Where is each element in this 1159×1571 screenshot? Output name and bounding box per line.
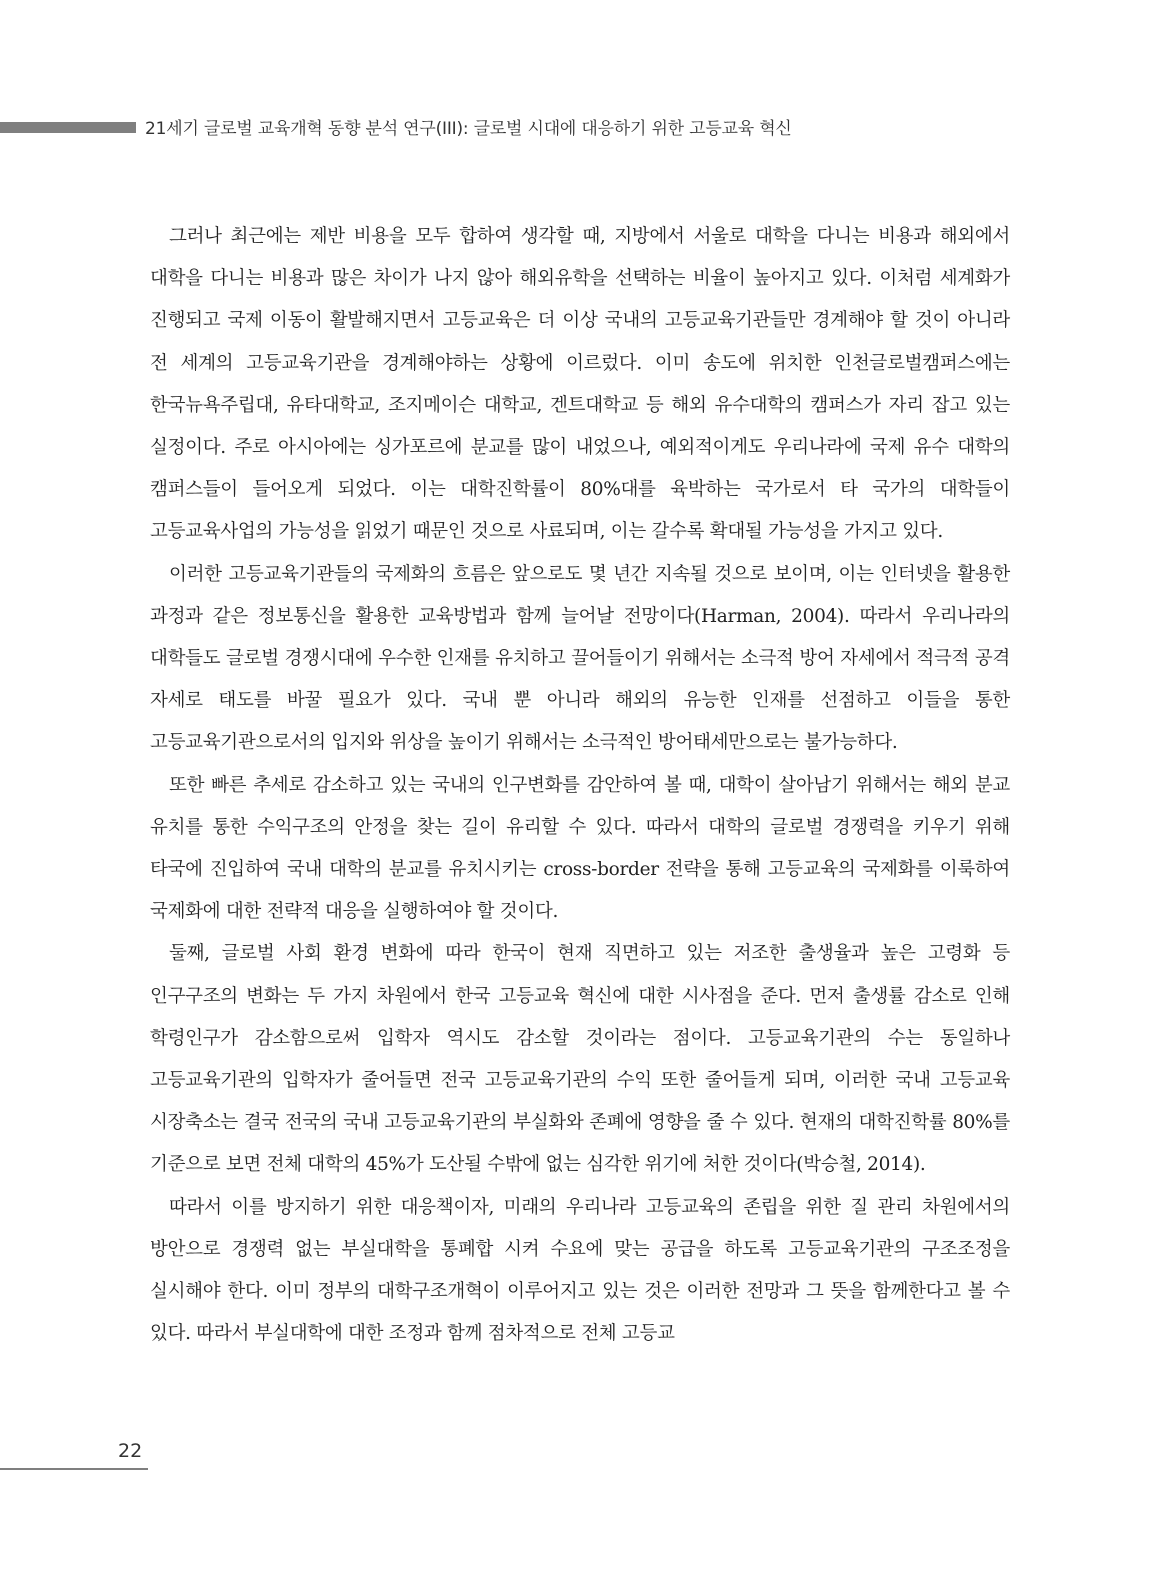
body-text: [150, 216, 1010, 1355]
paragraph-5: 따라서 이를 방지하기 위한 대응책이자, 미래의 우리나라 고등교육의 존립을 위한 질 관리 차원에서의 방안으로 경쟁력 없는 부실대학을 통폐합 시켜 수요에 맞는 공급을 하도록 고등교육기관의 구조조정을 실시해야 한다. 이미 정부의 대학구조개혁이 이루어지고 있는 것은 이러한 전망과 그 뜻을 함께한다고 볼 수 있다. 따라서 부실대학에 대한 조정과 함께 점차적으로 전체 고등교: [150, 1196, 1010, 1345]
footer-rule: [0, 1468, 148, 1470]
page-number: 22: [118, 1440, 143, 1462]
paragraph-2: 이러한 고등교육기관들의 국제화의 흐름은 앞으로도 몇 년간 지속될 것으로 보이며, 이는 인터넷을 활용한 과정과 같은 정보통신을 활용한 교육방법과 함께 늘어날 전망이다(Harman, 2004). 따라서 우리나라의 대학들도 글로벌 경쟁시대에 우수한 인재를 유치하고 끌어들이기 위해서는 소극적 방어 자세에서 적극적 공격 자세로 태도를 바꿀 필요가 있다. 국내 뿐 아니라 해외의 유능한 인재를 선점하고 이들을 통한 고등교육기관으로서의 입지와 위상을 높이기 위해서는 소극적인 방어태세만으로는 불가능하다.: [150, 563, 1010, 754]
paragraph-4: 둘째, 글로벌 사회 환경 변화에 따라 한국이 현재 직면하고 있는 저조한 출생율과 높은 고령화 등 인구구조의 변화는 두 가지 차원에서 한국 고등교육 혁신에 대한 시사점을 준다. 먼저 출생률 감소로 인해 학령인구가 감소함으로써 입학자 역시도 감소할 것이라는 점이다. 고등교육기관의 수는 동일하나 고등교육기관의 입학자가 줄어들면 전국 고등교육기관의 수익 또한 줄어들게 되며, 이러한 국내 고등교육 시장축소는 결국 전국의 국내 고등교육기관의 부실화와 존폐에 영향을 줄 수 있다. 현재의 대학진학률 80%를 기준으로 보면 전체 대학의 45%가 도산될 수밖에 없는 심각한 위기에 처한 것이다(박승철, 2014).: [150, 943, 1010, 1176]
paragraph-3: 또한 빠른 추세로 감소하고 있는 국내의 인구변화를 감안하여 볼 때, 대학이 살아남기 위해서는 해외 분교 유치를 통한 수익구조의 안정을 찾는 길이 유리할 수 있다. 따라서 대학의 글로벌 경쟁력을 키우기 위해 타국에 진입하여 국내 대학의 분교를 유치시키는 cross-border 전략을 통해 고등교육의 국제화를 이룩하여 국제화에 대한 전략적 대응을 실행하여야 할 것이다.: [150, 774, 1010, 923]
running-header-title: 21세기 글로벌 교육개혁 동향 분석 연구(III): 글로벌 시대에 대응하기 위한 고등교육 혁신: [145, 119, 792, 139]
header-accent-bar: [0, 122, 136, 133]
paragraph-1: 그러나 최근에는 제반 비용을 모두 합하여 생각할 때, 지방에서 서울로 대학을 다니는 비용과 해외에서 대학을 다니는 비용과 많은 차이가 나지 않아 해외유학을 선택하는 비율이 높아지고 있다. 이처럼 세계화가 진행되고 국제 이동이 활발해지면서 고등교육은 더 이상 국내의 고등교육기관들만 경계해야 할 것이 아니라 전 세계의 고등교육기관을 경계해야하는 상황에 이르렀다. 이미 송도에 위치한 인천글로벌캠퍼스에는 한국뉴욕주립대, 유타대학교, 조지메이슨 대학교, 겐트대학교 등 해외 유수대학의 캠퍼스가 자리 잡고 있는 실정이다. 주로 아시아에는 싱가포르에 분교를 많이 내었으나, 예외적이게도 우리나라에 국제 유수 대학의 캠퍼스들이 들어오게 되었다. 이는 대학진학률이 80%대를 육박하는 국가로서 타 국가의 대학들이 고등교육사업의 가능성을 읽었기 때문인 것으로 사료되며, 이는 갈수록 확대될 가능성을 가지고 있다.: [150, 226, 1010, 543]
